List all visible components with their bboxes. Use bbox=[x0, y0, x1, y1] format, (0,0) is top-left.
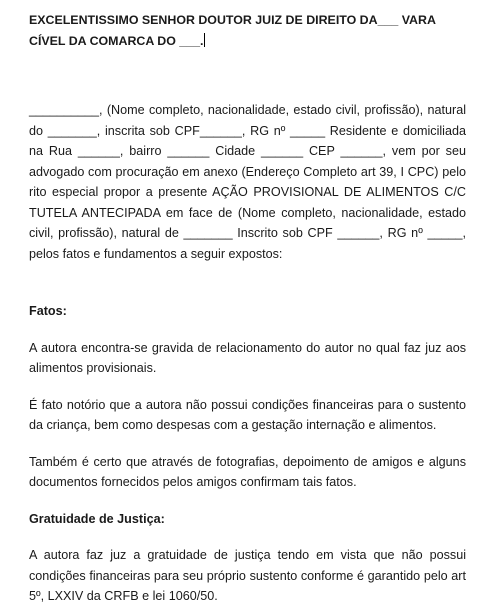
heading-text: EXCELENTISSIMO SENHOR DOUTOR JUIZ DE DIREITO DA___ VARA CÍVEL DA COMARCA DO ___. bbox=[29, 13, 436, 48]
fatos-paragraph-2: É fato notório que a autora não possui condições financeiras para o sustento da criança, bem como despesas com a gestação internação e alimentos. bbox=[29, 397, 466, 432]
intro-paragraph: __________, (Nome completo, nacionalidade, estado civil, profissão), natural do _______, inscrita sob CPF______, RG nº _____ Residente e domiciliada na Rua ______, bairro ______ Cidade ______ CEP ______, vem por seu advogado com procuração em anexo (Endereço Completo art 39, I CPC) pelo rito especial propor a presente AÇÃO PROVISIONAL DE ALIMENTOS C/C TUTELA ANTECIPADA em face de (Nome completo, nacionalidade, estado civil, profissão), natural de _______ Inscrito sob CPF ______, RG nº _____, pelos fatos e fundamentos a seguir expostos: bbox=[29, 103, 466, 261]
fatos-paragraph-3: Também é certo que através de fotografias, depoimento de amigos e alguns documentos fornecidos pelos amigos confirmam tais fatos. bbox=[29, 454, 466, 489]
document-page[interactable] bbox=[29, 10, 466, 607]
section-title-fatos: Fatos: bbox=[29, 304, 67, 318]
section-title-gratuidade: Gratuidade de Justiça: bbox=[29, 511, 165, 526]
document-heading bbox=[29, 10, 466, 51]
text-cursor bbox=[204, 33, 205, 47]
fatos-paragraph-1: A autora encontra-se gravida de relacionamento do autor no qual faz juz aos alimentos provisionais. bbox=[29, 340, 466, 375]
gratuidade-paragraph: A autora faz juz a gratuidade de justiça tendo em vista que não possui condições financeiras para seu próprio sustento conforme é garantido pelo art 5º, LXXIV da CRFB e lei 1060/50. bbox=[29, 548, 466, 603]
